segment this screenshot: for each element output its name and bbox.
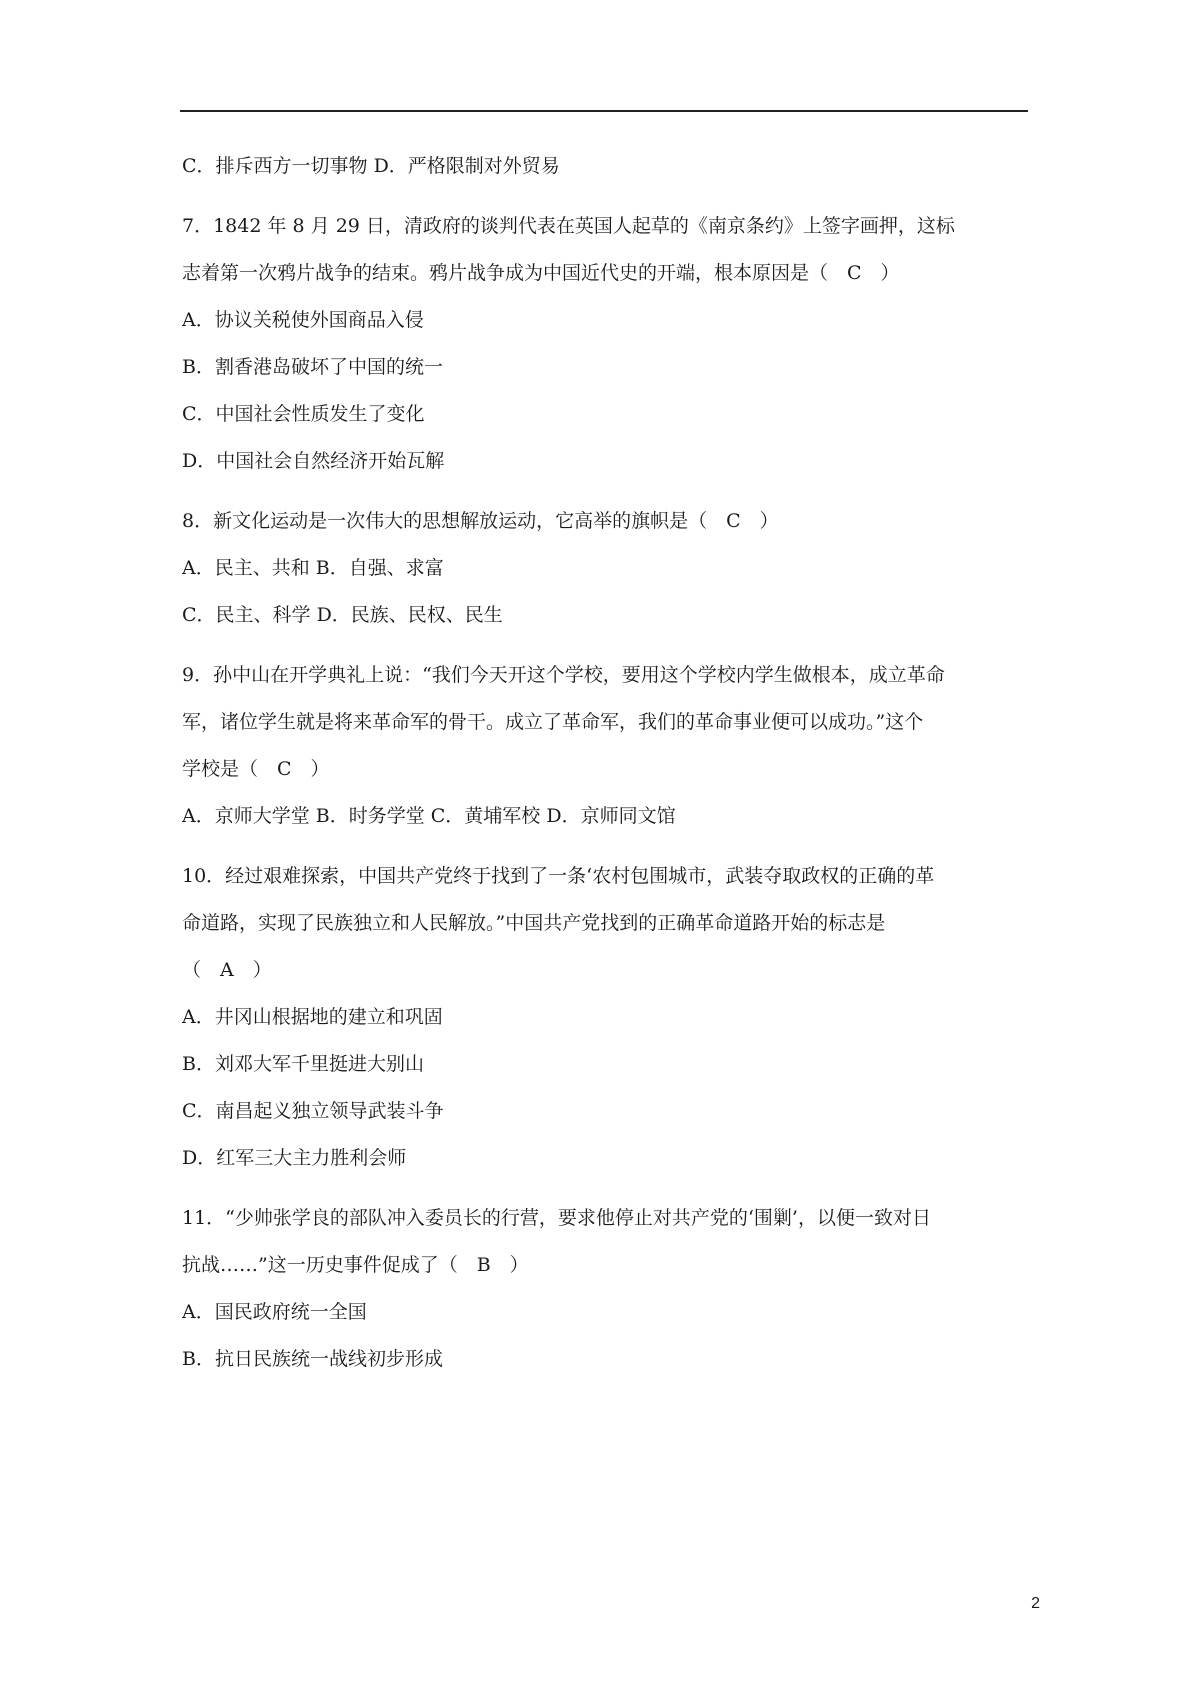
option-line: C．排斥西方一切事物 D．严格限制对外贸易 [182,155,560,177]
option-b: B．刘邓大军千里挺进大别山 [182,1053,424,1075]
option-b: B．割香港岛破坏了中国的统一 [182,356,443,378]
question-stem-line: 8．新文化运动是一次伟大的思想解放运动，它高举的旗帜是（ C ） [182,510,779,532]
page-number: 2 [1031,1595,1040,1612]
question-9 [182,659,1028,832]
question-8 [182,505,1028,631]
question-11 [182,1202,1028,1375]
question-stem-line: 7．1842 年 8 月 29 日，清政府的谈判代表在英国人起草的《南京条约》上签字画押，这标 [182,215,955,237]
option-line: A．京师大学堂 B．时务学堂 C．黄埔军校 D．京师同文馆 [182,805,676,827]
option-b: B．抗日民族统一战线初步形成 [182,1348,443,1370]
header-rule [180,110,1028,112]
option-d: D．红军三大主力胜利会师 [182,1147,407,1169]
question-stem-line: 军，诸位学生就是将来革命军的骨干。成立了革命军，我们的革命事业便可以成功。”这个 [182,711,924,733]
option-d: D．中国社会自然经济开始瓦解 [182,450,445,472]
question-stem-line: （ A ） [182,959,272,981]
question-continued [182,150,1028,182]
option-a: A．协议关税使外国商品入侵 [182,309,424,331]
question-stem-line: 11．“少帅张学良的部队冲入委员长的行营，要求他停止对共产党的‘围剿’，以便一致对日 [182,1207,931,1229]
option-line: A．民主、共和 B．自强、求富 [182,557,444,579]
question-stem-line: 9．孙中山在开学典礼上说：“我们今天开这个学校，要用这个学校内学生做根本，成立革命 [182,664,945,686]
question-stem-line: 志着第一次鸦片战争的结束。鸦片战争成为中国近代史的开端，根本原因是（ C ） [182,262,900,284]
question-10 [182,860,1028,1174]
question-stem-line: 抗战……”这一历史事件促成了（ B ） [182,1254,529,1276]
page-content [182,150,1028,1390]
option-a: A．井冈山根据地的建立和巩固 [182,1006,443,1028]
option-line: C．民主、科学 D．民族、民权、民生 [182,604,503,626]
option-c: C．中国社会性质发生了变化 [182,403,425,425]
option-c: C．南昌起义独立领导武装斗争 [182,1100,444,1122]
question-stem-line: 学校是（ C ） [182,758,330,780]
question-stem-line: 命道路，实现了民族独立和人民解放。”中国共产党找到的正确革命道路开始的标志是 [182,912,886,934]
option-a: A．国民政府统一全国 [182,1301,367,1323]
question-stem-line: 10．经过艰难探索，中国共产党终于找到了一条‘农村包围城市，武装夺取政权的正确的革 [182,865,935,887]
question-7 [182,210,1028,477]
